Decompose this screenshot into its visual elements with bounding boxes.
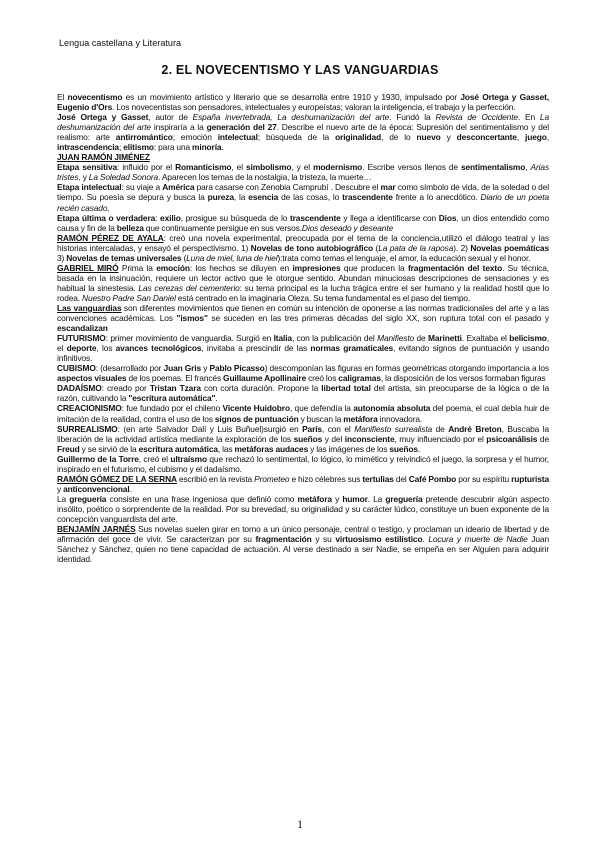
text-run: , Buscaba la liberación de la actividad artística mediante la exploración de los [57, 423, 550, 444]
text-run: de [537, 433, 549, 444]
text-run: con corta duración. Propone la [200, 383, 322, 394]
text-run: y [331, 493, 343, 504]
text-run: . Describe el nuevo arte de la época: Supresión del sentimentalismo y del realismo: arte [57, 122, 550, 143]
text-run: Sus novelas suelen girar en torno a un único personaje, central o testigo, y proclaman un ideario de libertad y de afirmación del goce de vivir. Se caracterizan por su [57, 524, 549, 545]
section-heading: GABRIEL MIRÓ [57, 262, 119, 273]
paragraph [57, 162, 549, 182]
paragraph [57, 403, 549, 423]
text-run: metáfora [297, 493, 332, 504]
text-run: . [221, 142, 224, 153]
text-run: , el [231, 162, 247, 173]
text-run: elitismo [123, 142, 154, 153]
text-run: ( [181, 252, 187, 263]
text-run: y del [322, 433, 345, 444]
text-run: España invertebrada, La deshumanización del arte [192, 112, 390, 123]
text-run: antirromántico [115, 132, 173, 143]
text-run: Etapa sensitiva [57, 162, 118, 173]
text-run: frente a lo anecdótico. [392, 192, 481, 203]
text-run: originalidad [335, 132, 382, 143]
section-heading: RAMÓN PÉREZ DE AYALA [57, 232, 164, 243]
text-run: Locura y muerte de Nadie [428, 534, 528, 545]
paragraph [57, 363, 549, 383]
text-run: , las [217, 443, 235, 454]
text-run: ultraísmo [170, 453, 207, 464]
text-run: aspectos visuales [57, 373, 127, 384]
text-run: , y [78, 172, 89, 183]
text-run: "escritura automática" [128, 393, 216, 404]
paragraph [57, 152, 549, 162]
text-run: : primer movimiento de vanguardia. Surgió en [105, 333, 274, 344]
text-run: . Escribe versos llenos de [362, 162, 461, 173]
text-run: ( [373, 242, 379, 253]
text-run: Arias tristes [57, 162, 550, 183]
text-run: , la [233, 192, 249, 203]
text-run: . Los novecentistas son pensadores, intelectuales y europeístas; valoran la inteligencia, el trabajo y la perfección. [112, 102, 516, 113]
text-run: La pata de la raposa [378, 242, 454, 253]
text-run: Guillermo de la Torre [57, 453, 139, 464]
section-heading: BENJAMÍN JARNÉS [57, 524, 136, 535]
text-run: pretende descubrir algún aspecto insólito, poético o sorprendente de la realidad. Por su brevedad, su originalidad y su carácter lúdico, constituye un buen exponente de la concepción vanguardista del arte. [57, 493, 549, 524]
text-run: La [57, 493, 70, 504]
text-run: 3) [57, 252, 67, 263]
text-run: del poema, el cual debía huir de imitación de la realidad, contra el uso de los [57, 403, 550, 424]
text-run: y [57, 483, 64, 494]
text-run: greguería [385, 493, 423, 504]
text-run: metáforas audaces [234, 443, 309, 454]
document-body [57, 92, 549, 564]
text-run: esencia [248, 192, 279, 203]
text-run: y se sirvió de la [79, 443, 139, 454]
text-run: Café Pombo [408, 473, 457, 484]
text-run: virtuosismo estilístico [335, 534, 423, 545]
text-run: y [201, 363, 210, 374]
text-run: La Soledad Sonora [88, 172, 159, 183]
text-run: avances tecnológicos [115, 343, 202, 354]
text-run: y buscan la [298, 413, 344, 424]
text-run: escritura automática [138, 443, 218, 454]
text-run: trascendente [289, 212, 341, 223]
text-run: de [414, 333, 428, 344]
text-run: normas gramaticales [310, 343, 394, 354]
text-run: : para una [153, 142, 193, 153]
text-run: José Ortega y Gasset, Eugenio d'Ors [57, 92, 549, 113]
text-run: . [129, 483, 132, 494]
text-run: , [516, 132, 526, 143]
text-run: ; búsqueda de la [257, 132, 336, 143]
paragraph [57, 233, 549, 263]
text-run: son diferentes movimientos que tienen en común su intención de oponerse a las normas tradicionales del arte y a las convenciones académicas. Los [57, 302, 549, 324]
text-run: ; [118, 142, 124, 153]
text-run: que producen la [340, 262, 408, 273]
text-run: : creado por [101, 383, 150, 394]
text-run: . Aparecen los temas de la nostalgia, la tristeza, la muerte… [158, 172, 372, 183]
paragraph [57, 474, 549, 494]
text-run: belleza [116, 222, 144, 233]
paragraph [57, 383, 549, 403]
text-run: Luna de miel, luna de hiel [186, 252, 278, 263]
text-run: tertulias [362, 473, 394, 484]
text-run: Novelas de temas universales [66, 252, 182, 263]
text-run: rupturista [511, 473, 549, 484]
text-run: anticonvencional [63, 483, 130, 494]
text-run: : [155, 212, 161, 223]
text-run: psicoanálisis [486, 433, 538, 444]
text-run: deporte [66, 343, 97, 354]
text-run: DADAÍSMO [57, 383, 102, 394]
text-run: juego [525, 132, 547, 143]
section-heading: RAMÓN GÓMEZ DE LA SERNA [57, 473, 177, 484]
text-run: mar [380, 182, 396, 193]
paragraph [57, 263, 549, 303]
text-run: humor [342, 493, 368, 504]
paragraph [57, 112, 549, 152]
text-run: Novelas poemáticas [470, 242, 549, 253]
text-run: París [302, 423, 322, 434]
text-run: greguería [69, 493, 107, 504]
paragraph [57, 424, 549, 454]
text-run: Las cerezas del cementerio [138, 282, 240, 293]
text-run: desconcertante [456, 132, 517, 143]
text-run: , [525, 162, 531, 173]
text-run: caligramas [338, 373, 381, 384]
text-run: . La [367, 493, 386, 504]
text-run: que rechazó lo sentimental, lo lógico, lo mimético y reivindicó el juego, la sorpresa y el humor, inspirado en el futurismo, el cubismo y el dadaísmo. [57, 453, 549, 474]
text-run: Diario de un poeta recién casado, [57, 192, 549, 213]
text-run: , prosigue su búsqueda de lo [180, 212, 290, 223]
text-run: es un movimiento artístico y literario que se desarrolla entre 1910 y 1930, impulsado por [122, 92, 461, 102]
text-run: América [162, 182, 195, 193]
text-run: , muy influenciado por el [394, 433, 487, 444]
text-run: Italia [273, 333, 292, 344]
text-run: inconsciente [344, 433, 395, 444]
text-run: Romanticismo [175, 162, 232, 173]
text-run: Revista de Occidente [435, 112, 518, 123]
text-run: trascendente [342, 192, 393, 203]
text-run: : influido por el [117, 162, 176, 173]
text-run: El [57, 92, 68, 102]
text-run: del artista, sin preocuparse de la lógica o de la razón, cultivando la [57, 383, 549, 404]
text-run: : los hechos se diluyen en [189, 262, 293, 273]
text-run: Prima la [118, 262, 157, 273]
text-run: de las cosas, lo [278, 192, 343, 203]
text-run: Prometeo [254, 473, 290, 484]
text-run: . [417, 443, 421, 454]
text-run: : fue fundado por el chileno [121, 403, 223, 414]
text-run: , los [96, 343, 116, 354]
text-run: de los poemas. El francés [126, 373, 224, 384]
text-run: . [215, 393, 218, 404]
text-run: . [422, 534, 429, 545]
text-run: , la disposición de los versos formaban figuras [380, 373, 546, 384]
text-run: de [432, 423, 449, 434]
text-run: para casarse con Zenobia Camprubí . Descubre el [194, 182, 381, 193]
text-run: "ismos" [176, 313, 208, 324]
text-run: signos de puntuación [214, 413, 299, 424]
text-run: Manifiesto surrealista [354, 423, 433, 434]
text-run: e hizo célebres sus [289, 473, 363, 484]
text-run: , evitando signos de puntuación y usando infinitivos. [57, 343, 549, 364]
text-run: . Su técnica, basada en la insinuación, requiere un lector activo que le otorgue sentido. Abundan minuciosas descripciones de sensaciones y es habitual la sinestesia. [57, 262, 549, 293]
text-run: ; emoción [172, 132, 218, 143]
text-run: sentimentalismo [460, 162, 526, 173]
text-run: y las imágenes de los [308, 443, 390, 454]
text-run: . Exaltaba el [461, 333, 510, 344]
text-run: sueños [293, 433, 323, 444]
text-run: : (desarrollado por [95, 363, 164, 374]
text-run: Tristan Tzara [149, 383, 201, 394]
text-run: simbolismo [246, 162, 292, 173]
text-run: , que defendía la [289, 403, 354, 414]
text-run: por su espíritu [456, 473, 512, 484]
text-run: libertad total [321, 383, 371, 394]
text-run: intelectual [217, 132, 258, 143]
paragraph [57, 524, 549, 564]
text-run: que continuamente persigue en sus versos. [143, 222, 302, 233]
text-run: modernismo [313, 162, 363, 173]
text-run: escribió en la revista [176, 473, 255, 484]
text-run: Guillaume Apollinaire [223, 373, 307, 384]
text-run: Juan Gris [163, 363, 202, 374]
text-run: metáfora [343, 413, 378, 424]
text-run: Freud [57, 443, 80, 454]
paragraph [57, 182, 549, 212]
text-run: y [440, 132, 457, 143]
paragraph [57, 303, 549, 333]
text-run: Dios deseado y deseante [301, 222, 394, 233]
text-run: inspiraría a la [150, 122, 207, 133]
text-run: nuevo [416, 132, 441, 143]
text-run: novecentismo [67, 92, 123, 102]
text-run: innovadora. [377, 413, 423, 424]
text-run: , autor de [148, 112, 193, 123]
section-heading: Las vanguardias [57, 302, 122, 313]
text-run: Manifiesto [377, 333, 415, 344]
text-run: está centrado en la imaginaria Oleza. Su tema fundamental es el paso del tiempo. [175, 292, 471, 303]
text-run: como símbolo de vida, de la soledad o del tiempo. Su poesía se depura y busca la [57, 182, 549, 203]
paragraph [57, 213, 549, 233]
text-run: SURREALISMO [57, 423, 118, 434]
text-run: exilio [160, 212, 181, 223]
text-run: sueños [389, 443, 418, 454]
paragraph [57, 494, 549, 524]
page-title: 2. EL NOVECENTISMO Y LAS VANGUARDIAS [161, 63, 439, 77]
text-run: : (en arte Salvador Dalí y Luis Buñuel)surgió en [117, 423, 303, 434]
text-run: CREACIONISMO [57, 403, 122, 414]
text-run: escandalizan [57, 323, 108, 334]
text-run: FUTURISMO [57, 333, 106, 344]
text-run: , de lo [381, 132, 417, 143]
text-run: , creó el [138, 453, 171, 464]
text-run: pureza [207, 192, 234, 203]
text-run: ) descomponían las figuras en formas geométricas otorgando importancia a los [264, 363, 550, 374]
text-run: Juan Sánchez y Sánchez, quien no tiene capacidad de actuación. Al verse destinado a ser Nadie, se empeña en ser Alguien para adquirir identidad. [57, 534, 549, 565]
paragraph [57, 333, 549, 363]
text-run: André Breton [448, 423, 502, 434]
text-run: emoción [156, 262, 190, 273]
text-run: Vicente Huidobro [222, 403, 290, 414]
text-run: , y el [291, 162, 314, 173]
text-run: y su [311, 534, 336, 545]
text-run: intrascendencia [57, 142, 119, 153]
text-run: creó los [306, 373, 339, 384]
text-run: se suceden en las tres primeras décadas del siglo XX, son ruptura total con el pasado y [207, 313, 549, 324]
text-run: y llega a identificarse con [340, 212, 439, 223]
text-run: : su tema principal es la lucha trágica entre el ser humano y la realidad hostil que lo rodea. [57, 282, 549, 303]
text-run: José Ortega y Gasset [57, 112, 149, 123]
paragraph [57, 454, 549, 474]
text-run: ):trata como temas el lenguaje, el amor, la educación sexual y el honor. [277, 252, 531, 263]
text-run: Pablo Picasso [209, 363, 265, 374]
text-run: consiste en una frase ingeniosa que definió como [106, 493, 298, 504]
text-run: Etapa intelectual [57, 182, 122, 193]
paragraph [57, 92, 549, 112]
text-run: , [546, 132, 549, 143]
text-run: , un dios entendido como causa y fin de la [57, 212, 549, 233]
text-run: del [393, 473, 409, 484]
text-run: ). 2) [453, 242, 471, 253]
text-run: . Fundó la [389, 112, 436, 123]
text-run: minoría [192, 142, 222, 153]
text-run: . En [517, 112, 540, 123]
text-run: La deshumanización del arte [57, 112, 549, 133]
text-run: belicismo [509, 333, 547, 344]
page-header: Lengua castellana y Literatura [59, 38, 182, 48]
text-run: , invitaba a prescindir de las [201, 343, 311, 354]
text-run: : su viaje a [121, 182, 163, 193]
section-heading: JUAN RAMÓN JIMÉNEZ [57, 152, 150, 163]
page-number: 1 [297, 817, 303, 831]
text-run: : creó una novela experimental, preocupada por el tema de la conciencia,utilizó el diálogo teatral y las historias intercaladas, y ensayó el perspectivismo. 1) [57, 232, 549, 253]
text-run: , el [57, 333, 549, 354]
text-run: autonomía absoluta [353, 403, 431, 414]
text-run: , con la publicación del [291, 333, 378, 344]
text-run: Marinetti [428, 333, 462, 344]
text-run: generación del 27 [206, 122, 277, 133]
text-run: , con el [321, 423, 355, 434]
text-run: impresiones [292, 262, 341, 273]
text-run: Nuestro Padre San Daniel [82, 292, 176, 303]
text-run: Dios [438, 212, 457, 223]
text-run: CUBISMO [57, 363, 96, 374]
text-run: Etapa última o verdadera [57, 212, 156, 223]
text-run: fragmentación [255, 534, 312, 545]
text-run: Novelas de tono autobiográfico [250, 242, 374, 253]
text-run: fragmentación del texto [407, 262, 503, 273]
